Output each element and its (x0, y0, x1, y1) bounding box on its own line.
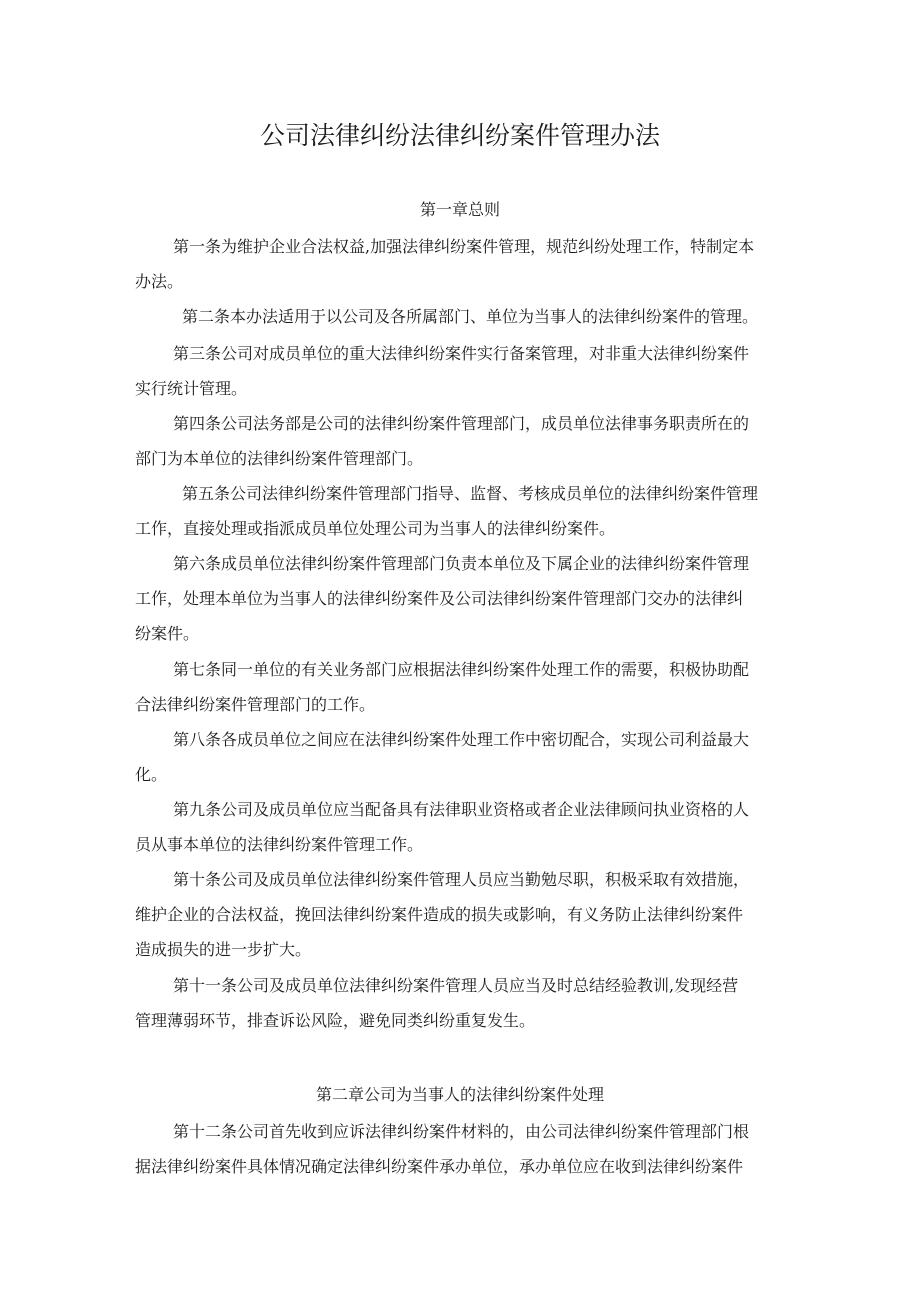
article-line: 据法律纠纷案件具体情况确定法律纠纷案件承办单位，承办单位应在收到法律纠纷案件 (135, 1157, 744, 1176)
article-line: 第八条各成员单位之间应在法律纠纷案件处理工作中密切配合，实现公司利益最大 (173, 730, 750, 749)
article-line: 化。 (135, 765, 168, 784)
article-7 (135, 652, 790, 722)
article-line: 维护企业的合法权益，挽回法律纠纷案件造成的损失或影响，有义务防止法律纠纷案件 (135, 905, 744, 924)
article-12 (135, 1114, 790, 1184)
article-5 (135, 476, 790, 546)
article-line: 第十一条公司及成员单位法律纠纷案件管理人员应当及时总结经验教训,发现经营 (173, 976, 739, 995)
article-6 (135, 546, 790, 651)
article-line: 实行统计管理。 (135, 379, 248, 398)
article-line: 造成损失的进一步扩大。 (135, 940, 312, 959)
article-line: 管理薄弱环节，排查诉讼风险，避免同类纠纷重复发生。 (135, 1011, 536, 1030)
article-line: 第五条公司法律纠纷案件管理部门指导、监督、考核成员单位的法律纠纷案件管理 (182, 484, 759, 503)
article-line: 工作，处理本单位为当事人的法律纠纷案件及公司法律纠纷案件管理部门交办的法律纠 (135, 589, 744, 608)
article-line: 第十二条公司首先收到应诉法律纠纷案件材料的，由公司法律纠纷案件管理部门根 (173, 1122, 750, 1141)
article-line: 第四条公司法务部是公司的法律纠纷案件管理部门，成员单位法律事务职责所在的 (173, 414, 750, 433)
article-line: 第七条同一单位的有关业务部门应根据法律纠纷案件处理工作的需要，积极协助配 (173, 660, 750, 679)
article-line: 工作，直接处理或指派成员单位处理公司为当事人的法律纠纷案件。 (135, 519, 616, 538)
chapter-heading: 第二章公司为当事人的法律纠纷案件处理 (315, 1085, 604, 1104)
article-line: 合法律纠纷案件管理部门的工作。 (135, 695, 376, 714)
article-line: 第六条成员单位法律纠纷案件管理部门负责本单位及下属企业的法律纠纷案件管理 (173, 554, 750, 573)
article-line: 第十条公司及成员单位法律纠纷案件管理人员应当勤勉尽职，积极采取有效措施， (173, 870, 750, 889)
article-line: 第二条本办法适用于以公司及各所属部门、单位为当事人的法律纠纷案件的管理。 (182, 307, 759, 326)
article-line: 第九条公司及成员单位应当配备具有法律职业资格或者企业法律顾问执业资格的人 (173, 800, 750, 819)
article-10 (135, 862, 790, 967)
article-4 (135, 406, 790, 476)
article-line: 员从事本单位的法律纠纷案件管理工作。 (135, 835, 424, 854)
chapter-heading: 第一章总则 (419, 200, 500, 219)
article-8 (135, 722, 790, 792)
article-line: 第三条公司对成员单位的重大法律纠纷案件实行备案管理，对非重大法律纠纷案件 (173, 344, 750, 363)
article-3 (135, 336, 790, 406)
article-1 (135, 229, 790, 299)
article-line: 办法。 (135, 272, 184, 291)
article-9 (135, 792, 790, 862)
article-2 (135, 299, 790, 334)
article-line: 部门为本单位的法律纠纷案件管理部门。 (135, 449, 424, 468)
article-line: 第一条为维护企业合法权益,加强法律纠纷案件管理，规范纠纷处理工作，特制定本 (173, 237, 755, 256)
document-title: 公司法律纠纷法律纠纷案件管理办法 (259, 121, 660, 150)
article-11 (135, 968, 790, 1038)
article-line: 纷案件。 (135, 624, 200, 643)
